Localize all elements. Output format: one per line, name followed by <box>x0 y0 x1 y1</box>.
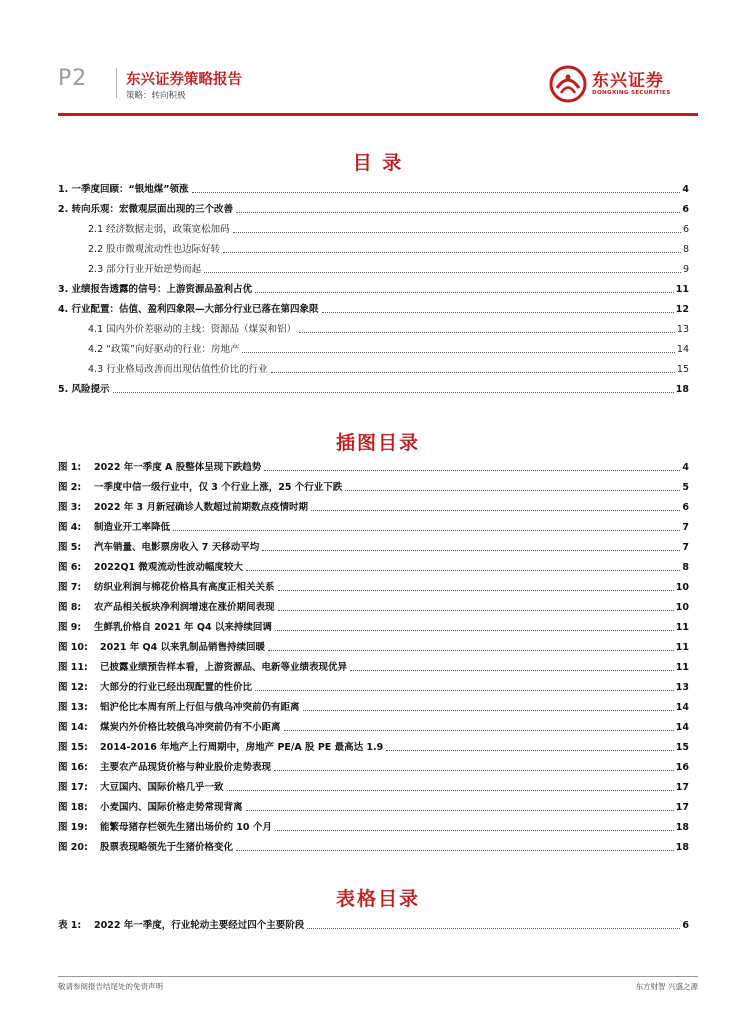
figure-entry[interactable]: 图 5: 汽车销量、电影票房收入 7 天移动平均 7 <box>58 542 689 553</box>
figure-entry[interactable]: 图 1: 2022 年一季度 A 股整体呈现下跌趋势 4 <box>58 462 689 473</box>
figure-entry[interactable]: 图 19: 能繁母猪存栏领先生猪出场价约 10 个月 18 <box>58 822 689 833</box>
logo-mark-icon <box>548 64 588 104</box>
tables-heading: 表格目录 <box>335 888 420 910</box>
toc-subentry[interactable]: 2.2 股市微观流动性也边际好转 8 <box>88 244 689 255</box>
toc-entry[interactable]: 1. 一季度回顾：“银地煤”领涨 4 <box>58 184 689 195</box>
figure-entry[interactable]: 图 13: 铝沪伦比本周有所上行但与俄乌冲突前仍有距离 14 <box>58 702 689 713</box>
footer-slogan: 东方财智 兴盛之源 <box>635 982 698 991</box>
toc-subentry[interactable]: 4.2 “政策”向好驱动的行业：房地产 14 <box>88 344 689 355</box>
report-title: 东兴证券策略报告 <box>126 72 242 88</box>
logo-text-en: DONGXING SECURITIES <box>592 90 671 96</box>
figure-entry[interactable]: 图 11: 已披露业绩预告样本看，上游资源品、电新等业绩表现优异 11 <box>58 662 689 673</box>
footer-disclaimer: 敬请参阅报告结尾处的免责声明 <box>58 982 163 991</box>
figure-entry[interactable]: 图 3: 2022 年 3 月新冠确诊人数超过前期数点疫情时期 6 <box>58 502 689 513</box>
toc-entry[interactable]: 4. 行业配置：估值、盈利四象限—大部分行业已落在第四象限 12 <box>58 304 689 315</box>
figure-entry[interactable]: 图 8: 农产品相关板块净利润增速在涨价期间表现 10 <box>58 602 689 613</box>
report-subtitle: 策略：转向积极 <box>126 91 186 101</box>
figure-entry[interactable]: 图 16: 主要农产品现货价格与种业股价走势表现 16 <box>58 762 689 773</box>
logo-text-cn: 东兴证券 <box>592 71 664 91</box>
toc-subentry[interactable]: 2.3 部分行业开始逆势而起 9 <box>88 264 689 275</box>
page-header <box>58 62 698 112</box>
figure-entry[interactable]: 图 7: 纺织业利润与棉花价格具有高度正相关关系 10 <box>58 582 689 593</box>
figure-entry[interactable]: 图 15: 2014-2016 年地产上行周期中，房地产 PE/A 股 PE 最高达 1.9 15 <box>58 742 689 753</box>
figure-entry[interactable]: 图 14: 煤炭内外价格比较俄乌冲突前仍有不小距离 14 <box>58 722 689 733</box>
footer-rule <box>58 976 698 977</box>
toc-entry[interactable]: 3. 业绩报告透露的信号：上游资源品盈利占优 11 <box>58 284 689 295</box>
toc-entry[interactable]: 2. 转向乐观：宏微观层面出现的三个改善 6 <box>58 204 689 215</box>
header-rule <box>58 113 698 116</box>
header-divider <box>116 68 117 98</box>
figure-entry[interactable]: 图 17: 大豆国内、国际价格几乎一致 17 <box>58 782 689 793</box>
toc-heading: 目 录 <box>352 152 404 174</box>
figure-entry[interactable]: 图 10: 2021 年 Q4 以来乳制品销售持续回暖 11 <box>58 642 689 653</box>
figure-entry[interactable]: 图 4: 制造业开工率降低 7 <box>58 522 689 533</box>
toc-subentry[interactable]: 4.3 行业格局改善而出现估值性价比的行业 15 <box>88 364 689 375</box>
figures-heading: 插图目录 <box>335 432 420 454</box>
page-number: P2 <box>58 66 88 91</box>
figure-entry[interactable]: 图 18: 小麦国内、国际价格走势常现背离 17 <box>58 802 689 813</box>
table-entry[interactable]: 表 1: 2022 年一季度，行业轮动主要经过四个主要阶段 6 <box>58 920 689 931</box>
figure-entry[interactable]: 图 20: 股票表现略领先于生猪价格变化 18 <box>58 842 689 853</box>
figure-entry[interactable]: 图 9: 生鲜乳价格自 2021 年 Q4 以来持续回调 11 <box>58 622 689 633</box>
figure-entry[interactable]: 图 6: 2022Q1 微观流动性波动幅度较大 8 <box>58 562 689 573</box>
toc-subentry[interactable]: 4.1 国内外价差驱动的主线：资源品（煤炭和铝） 13 <box>88 324 689 335</box>
figure-entry[interactable]: 图 12: 大部分的行业已经出现配置的性价比 13 <box>58 682 689 693</box>
company-logo <box>548 64 698 104</box>
toc-subentry[interactable]: 2.1 经济数据走弱，政策宽松加码 6 <box>88 224 689 235</box>
toc-entry[interactable]: 5. 风险提示 18 <box>58 384 689 395</box>
figure-entry[interactable]: 图 2: 一季度中信一级行业中，仅 3 个行业上涨，25 个行业下跌 5 <box>58 482 689 493</box>
